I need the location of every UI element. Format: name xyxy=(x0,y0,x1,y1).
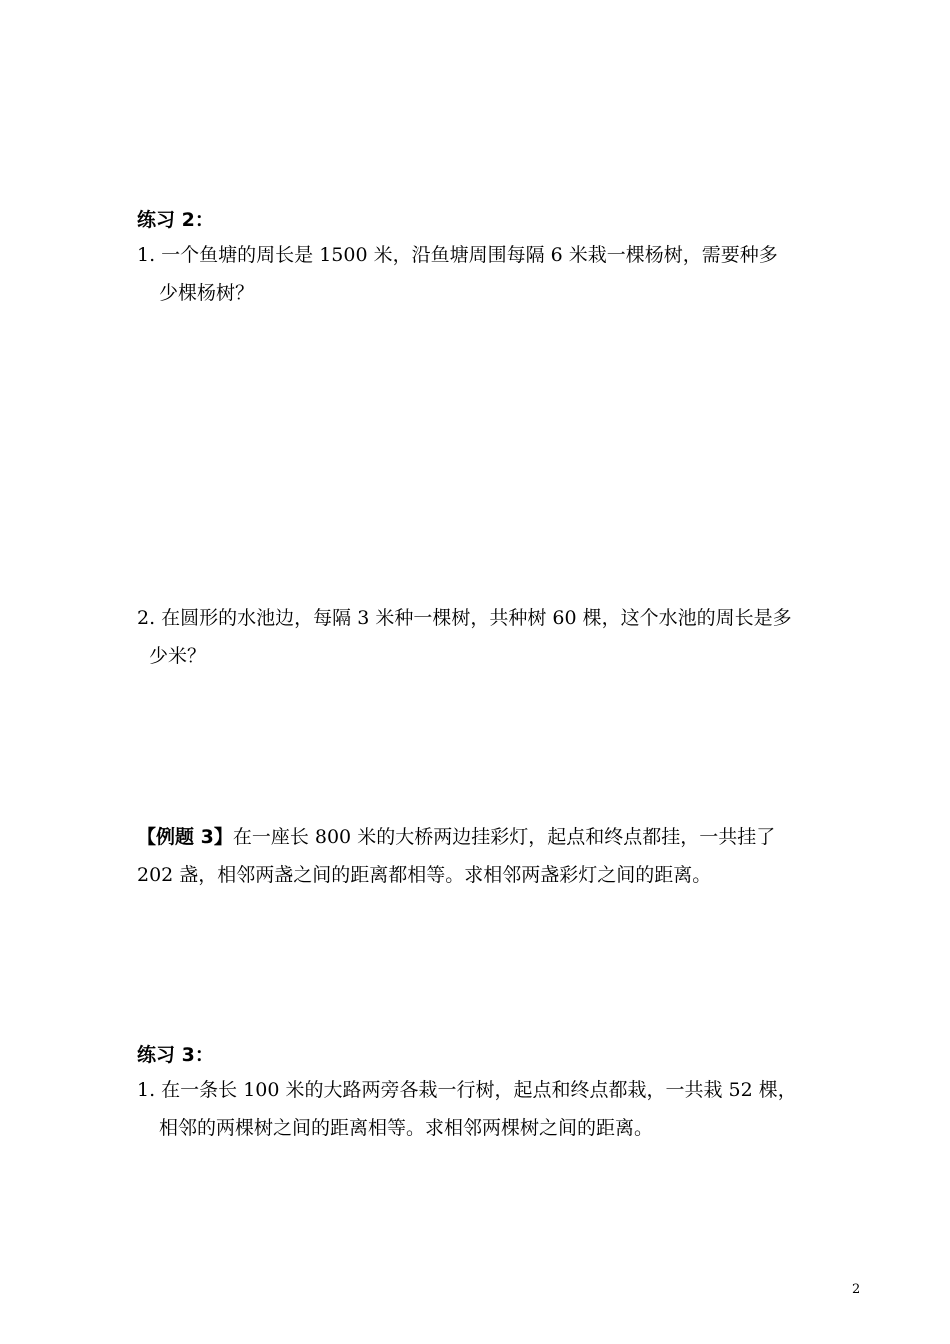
practice-2-question-1 xyxy=(137,236,867,312)
practice-3-question-1-line-1: 1. 在一条长 100 米的大路两旁各栽一行树，起点和终点都栽，一共栽 52 棵， xyxy=(137,1079,797,1101)
practice-3-question-1 xyxy=(137,1071,867,1147)
example-3-line-1 xyxy=(137,818,867,856)
example-3-line-1-text: 在一座长 800 米的大桥两边挂彩灯，起点和终点都挂，一共挂了 xyxy=(232,826,776,848)
practice-2-question-2-line-1: 2. 在圆形的水池边，每隔 3 米种一棵树，共种树 60 棵，这个水池的周长是多 xyxy=(137,607,792,629)
example-3-label: 【例题 3】 xyxy=(137,826,233,848)
practice-2-question-1-line-2: 少棵杨树？ xyxy=(159,282,255,304)
practice-2-question-2 xyxy=(137,599,867,675)
practice-3-question-1-line-2: 相邻的两棵树之间的距离相等。求相邻两棵树之间的距离。 xyxy=(159,1117,654,1139)
example-3-line-2: 202 盏，相邻两盏之间的距离都相等。求相邻两盏彩灯之间的距离。 xyxy=(137,864,712,886)
practice-2-heading: 练习 2： xyxy=(137,209,214,231)
example-3 xyxy=(137,818,867,894)
practice-2-question-2-line-2: 少米？ xyxy=(149,645,207,667)
page-number: 2 xyxy=(852,1282,861,1297)
practice-3-heading: 练习 3： xyxy=(137,1044,214,1066)
practice-2-question-1-line-1: 1. 一个鱼塘的周长是 1500 米，沿鱼塘周围每隔 6 米栽一棵杨树，需要种多 xyxy=(137,244,778,266)
